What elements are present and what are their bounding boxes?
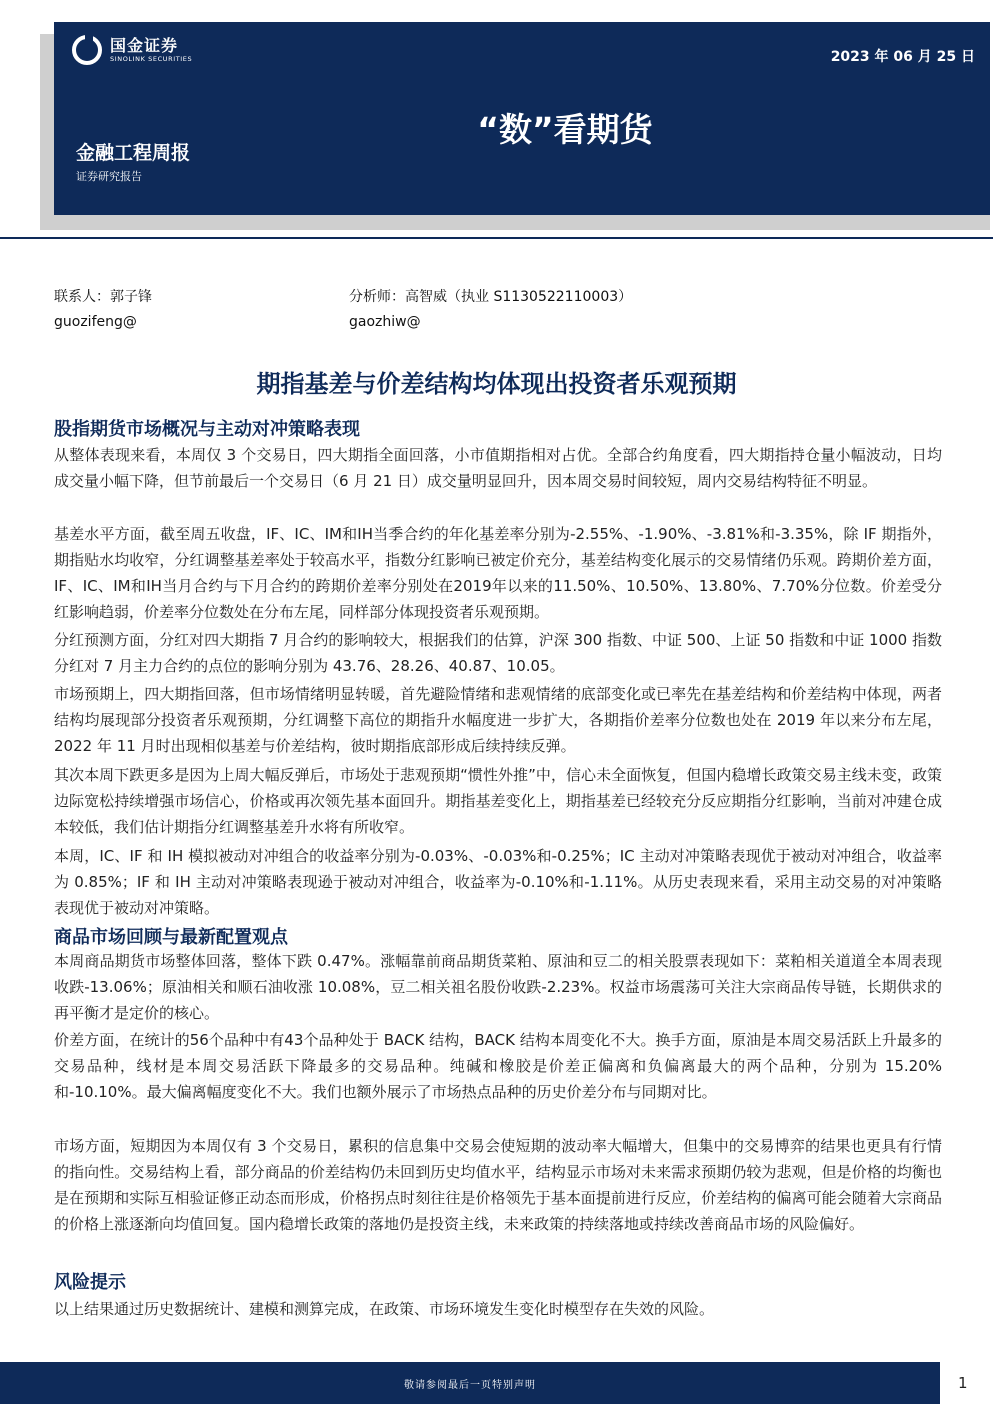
paragraph: 基差水平方面，截至周五收盘，IF、IC、IM和IH当季合约的年化基差率分别为-2.55%、-1.90%、-3.81%和-3.35%，除 IF 期指外，期指贴水均收窄，分红调整基差率处于较高水平，指数分红影响已被定价充分，基差结构变化展示的交易情绪仍乐观。跨期价差方面，IF、IC、IM和IH当月合约与下月合约的跨期价差率分别处在2019年以来的11.50%、10.50%、13.80%、7.70%分位数。价差受分红影响趋弱，价差率分位数处在分布左尾，同样部分体现投资者乐观预期。 xyxy=(54,525,942,621)
company-logo xyxy=(72,35,192,65)
section-title-index-futures: 股指期货市场概况与主动对冲策略表现 xyxy=(54,419,360,440)
logo-name-en: SINOLINK SECURITIES xyxy=(110,55,193,63)
paragraph: 本周，IC、IF 和 IH 模拟被动对冲组合的收益率分别为-0.03%、-0.03%和-0.25%；IC 主动对冲策略表现优于被动对冲组合，收益率为 0.85%；IF 和 IH 主动对冲策略表现逊于被动对冲组合，收益率为-0.10%和-1.11%。从历史表现来看，采用主动交易的对冲策略表现优于被动对冲策略。 xyxy=(54,847,942,917)
footer-disclaimer: 敬请参阅最后一页特别声明 xyxy=(404,1380,536,1391)
paragraph: 市场方面，短期因为本周仅有 3 个交易日，累积的信息集中交易会使短期的波动率大幅增大，但集中的交易博弈的结果也更具有行情的指向性。交易结构上看，部分商品的价差结构仍未回到历史均值水平，结构显示市场对未来需求预期仍较为悲观，但是价格的均衡也是在预期和实际互相验证修正动态而形成，价格拐点时刻往往是价格领先于基本面提前进行反应，价差结构的偏离可能会随着大宗商品的价格上涨逐渐向均值回复。国内稳增长政策的落地仍是投资主线，未来政策的持续落地或持续改善商品市场的风险偏好。 xyxy=(54,1137,942,1233)
logo-mark-icon xyxy=(72,35,102,65)
section-title-commodities: 商品市场回顾与最新配置观点 xyxy=(54,927,288,948)
section-title-risk: 风险提示 xyxy=(54,1272,126,1293)
report-title: “数”看期货 xyxy=(477,110,653,149)
report-date: 2023 年 06 月 25 日 xyxy=(830,49,975,65)
paragraph: 价差方面，在统计的56个品种中有43个品种处于 BACK 结构，BACK 结构本周变化不大。换手方面，原油是本周交易活跃上升最多的交易品种，线材是本周交易活跃下降最多的交易品种。纯碱和橡胶是价差正偏离和负偏离最大的两个品种，分别为 15.20%和-10.10%。最大偏离幅度变化不大。我们也额外展示了市场热点品种的历史价差分布与同期对比。 xyxy=(54,1031,942,1101)
paragraph: 本周商品期货市场整体回落，整体下跌 0.47%。涨幅靠前商品期货菜粕、原油和豆二的相关股票表现如下：菜粕相关道道全本周表现收跌-13.06%；原油相关和顺石油收涨 10.08%，豆二相关祖名股份收跌-2.23%。权益市场震荡可关注大宗商品传导链，长期供求的再平衡才是定价的核心。 xyxy=(54,952,942,1022)
header-divider xyxy=(0,237,993,239)
report-headline: 期指基差与价差结构均体现出投资者乐观预期 xyxy=(256,370,737,398)
page-number: 1 xyxy=(958,1374,968,1392)
paragraph: 分红预测方面，分红对四大期指 7 月合约的影响较大，根据我们的估算，沪深 300 指数、中证 500、上证 50 指数和中证 1000 指数分红对 7 月主力合约的点位的影响分别为 43.76、28.26、40.87、10.05。 xyxy=(54,631,942,675)
analyst-email[interactable]: gaozhiw@ xyxy=(349,314,421,330)
paragraph: 其次本周下跌更多是因为上周大幅反弹后，市场处于悲观预期“惯性外推”中，信心未全面恢复，但国内稳增长政策交易主线未变，政策边际宽松持续增强市场信心，价格或再次领先基本面回升。期指基差变化上，期指基差已经较充分反应期指分红影响，当前对冲建仓成本较低，我们估计期指分红调整基差升水将有所收窄。 xyxy=(54,766,942,836)
report-subtype: 证券研究报告 xyxy=(76,170,142,183)
logo-name-cn: 国金证券 xyxy=(110,36,179,55)
paragraph: 从整体表现来看，本周仅 3 个交易日，四大期指全面回落，小市值期指相对占优。全部合约角度看，四大期指持仓量小幅波动，日均成交量小幅下降，但节前最后一个交易日（6 月 21 日）成交量明显回升，因本周交易时间较短，周内交易结构特征不明显。 xyxy=(54,446,942,490)
paragraph: 以上结果通过历史数据统计、建模和测算完成，在政策、市场环境发生变化时模型存在失效的风险。 xyxy=(54,1300,715,1318)
paragraph: 市场预期上，四大期指回落，但市场情绪明显转暖，首先避险情绪和悲观情绪的底部变化或已率先在基差结构和价差结构中体现，两者结构均展现部分投资者乐观预期，分红调整下高位的期指升水幅度进一步扩大，各期指价差率分位数也处在 2019 年以来分布左尾，2022 年 11 月时出现相似基差与价差结构，彼时期指底部形成后续持续反弹。 xyxy=(54,685,942,755)
contact-person: 联系人：郭子锋 xyxy=(54,289,152,305)
analyst-name: 分析师：高智威（执业 S1130522110003） xyxy=(349,289,633,305)
contact-email[interactable]: guozifeng@ xyxy=(54,314,137,330)
report-type: 金融工程周报 xyxy=(76,142,191,164)
